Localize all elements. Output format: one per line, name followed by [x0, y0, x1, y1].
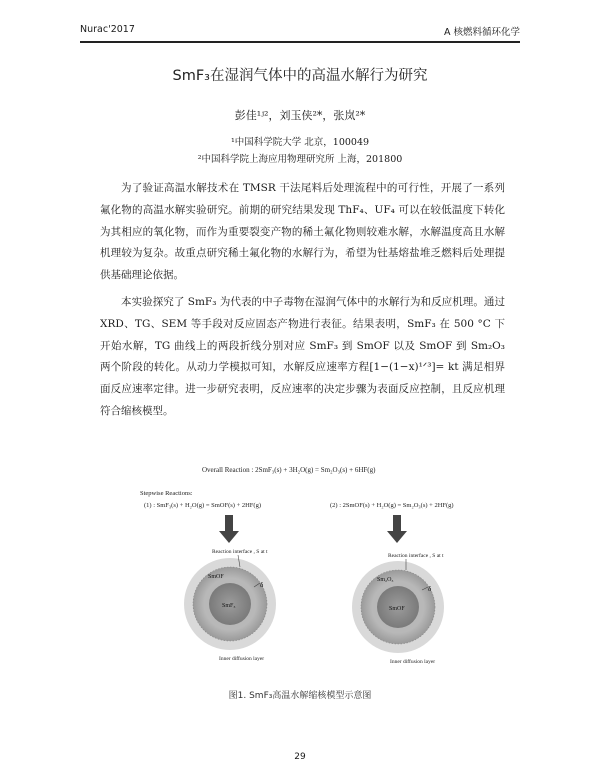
running-header — [80, 24, 520, 40]
delta-label-2: δ — [428, 585, 432, 593]
delta-label-1: δ — [260, 581, 264, 589]
step-1-reaction: (1) : SmF₃(s) + H₂O(g) = SmOF(s) + 2HF(g) — [144, 502, 262, 509]
paper-title: SmF₃在湿润气体中的高温水解行为研究 — [172, 68, 428, 84]
diffusion-label-2: Inner diffusion layer — [390, 659, 436, 665]
header-rule — [80, 41, 520, 43]
paragraph-1: 为了验证高温水解技术在 TMSR 干法尾料后处理流程中的可行性，开展了一系列氟化物的高温水解实验研究。前期的研究结果发现 ThF₄、UF₄ 可以在较低温度下转化为其相应的氧化物，而作为重要裂变产物的稀土氟化物则较难水解，水解温度高且水解机理较为复杂。故重点研究稀土氟化物的水解行为，希望为钍基熔盐堆乏燃料后处理提供基础理论依据。 — [100, 182, 505, 282]
core-label-1: SmF₃ — [222, 603, 236, 609]
shell-label-2: Sm₂O₃ — [377, 577, 394, 583]
journal-name: Nurac'2017 — [80, 24, 135, 35]
reaction-interface-label-1: Reaction interface , S at t — [212, 549, 268, 555]
figure-caption: 图1. SmF₃高温水解缩核模型示意图 — [228, 691, 372, 701]
shrinking-core-figure — [140, 457, 460, 677]
section-name: A 核燃料循环化学 — [443, 27, 520, 38]
affiliation-1: ¹中国科学院大学 北京，100049 — [230, 137, 370, 148]
core-label-2: SmOF — [389, 606, 405, 612]
arrow-down-icon — [219, 515, 239, 543]
step-2-reaction: (2) : 2SmOF(s) + H₂O(g) = Sm₂O₃(s) + 2HF(g) — [330, 502, 454, 509]
paragraph-2: 本实验探究了 SmF₃ 为代表的中子毒物在湿润气体中的水解行为和反应机理。通过 XRD、TG、SEM 等手段对反应固态产物进行表征。结果表明，SmF₃ 在 500 °C 下开始水解，TG 曲线上的两段折线分别对应 SmF₃ 到 SmOF 以及 SmOF 到 Sm₂O₃ 两个阶段的转化。从动力学模拟可知，水解反应速率方程[1−(1−x)¹ᐟ³]= kt 满足相界面反应速率定律。进一步研究表明，反应速率的决定步骤为表面反应控制，且反应机理符合缩核模型。 — [100, 296, 505, 417]
reaction-interface-label-2: Reaction interface , S at t — [388, 553, 444, 559]
overall-reaction: Overall Reaction : 2SmF₃(s) + 3H₂O(g) = Sm₂O₃(s) + 6HF(g) — [202, 466, 376, 474]
author-list: 彭佳¹ʲ²，刘玉侠²*，张岚²* — [234, 109, 366, 122]
arrow-down-icon — [387, 515, 407, 543]
stepwise-label: Stepwise Reactions: — [140, 490, 193, 497]
shell-label-1: SmOF — [208, 574, 224, 580]
diffusion-label-1: Inner diffusion layer — [219, 656, 265, 662]
page-number: 29 — [294, 752, 306, 762]
affiliation-2: ²中国科学院上海应用物理研究所 上海，201800 — [197, 154, 403, 165]
